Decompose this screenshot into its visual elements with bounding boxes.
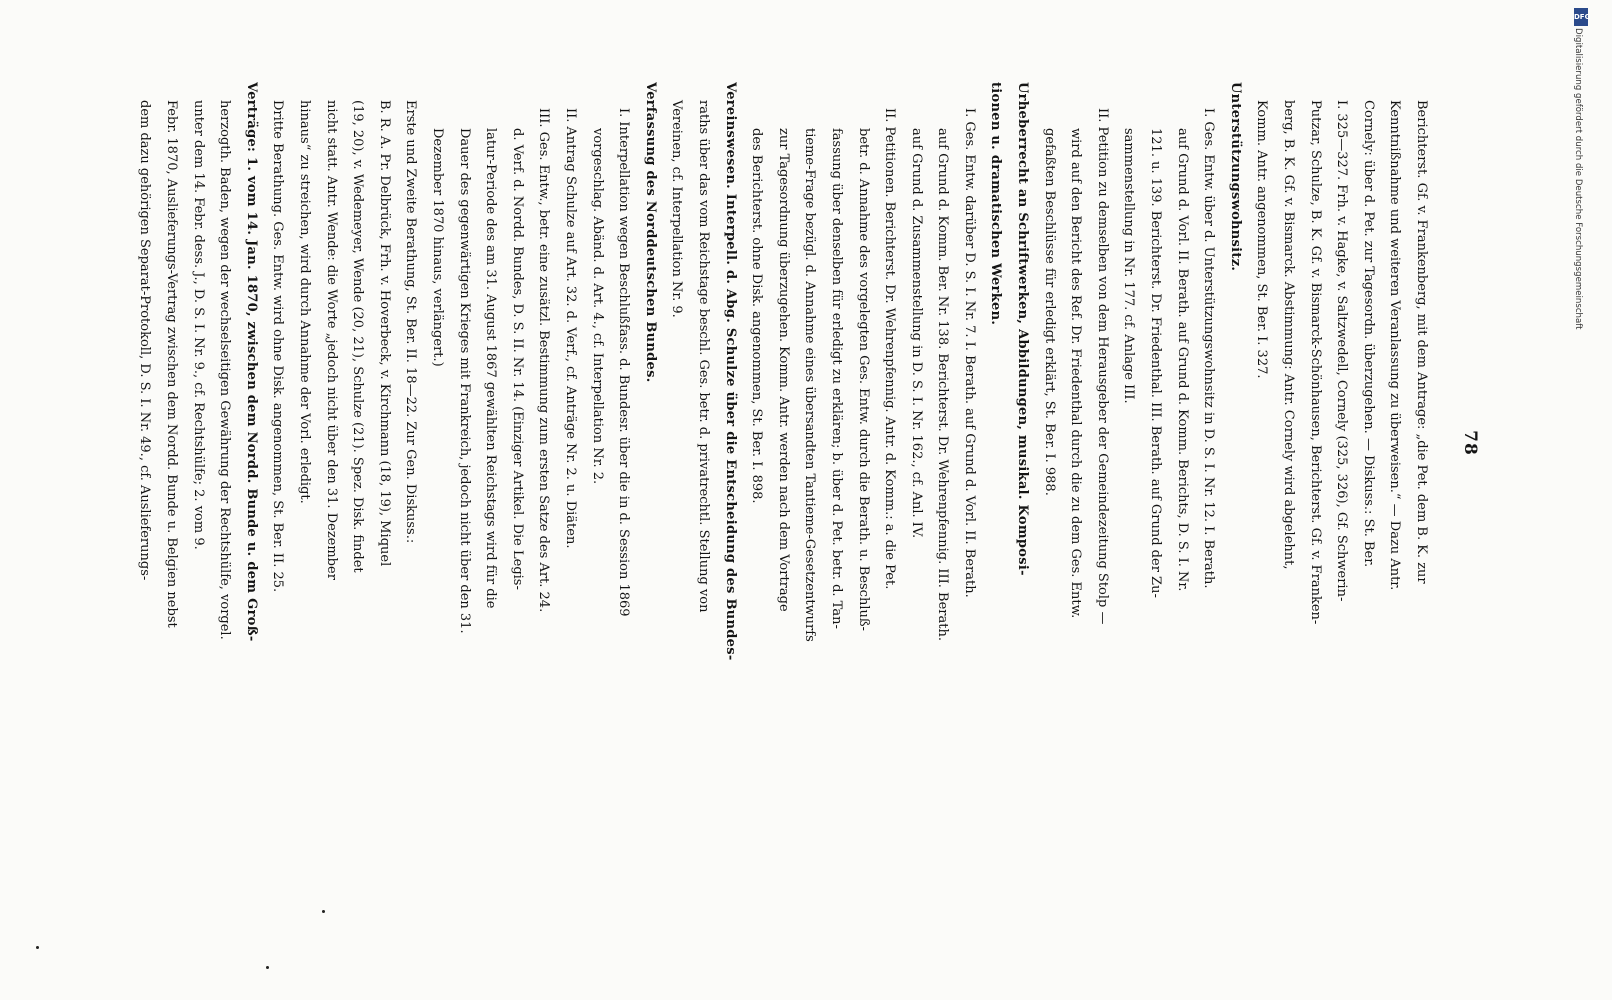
text-line: I. Ges. Entw. darüber D. S. I. Nr. 7. I. Berath. auf Grund d. Vorl. II. Berath. — [961, 108, 977, 598]
text-line: auf Grund d. Komm. Ber. Nr. 138. Berichterst. Dr. Wehrenpfennig. III. Berath. — [935, 128, 951, 641]
text-line: Cornely: über d. Pet. zur Tagesordn. überzugehen. — Diskuss.: St. Ber. — [1360, 100, 1376, 568]
text-line: II. Antrag Schulze auf Art. 32. d. Verf., cf. Anträge Nr. 2. u. Diäten. — [563, 108, 578, 549]
text-line: I. Interpellation wegen Beschlußfass. d. Bundesr. über die in d. Session 1869 — [616, 108, 632, 617]
text-line: I. 325—327. Frh. v. Hagke, v. Saltzwedell, Cornely (325, 326), Gf. Schwerin- — [1334, 100, 1350, 602]
scan-speck — [266, 966, 269, 969]
text-line: auf Grund d. Zusammenstellung in D. S. I. Nr. 162., cf. Anl. IV. — [908, 128, 924, 539]
dfg-logo: DFG — [1574, 8, 1588, 26]
text-line: tieme-Frage bezügl. d. Annahme eines übersandten Tantieme-Gesetzentwurfs — [802, 128, 818, 642]
section-heading-line: Urheberrecht an Schriftwerken, Abbildungen, musikal. Komposi- — [1015, 82, 1031, 576]
text-line: Dauer des gegenwärtigen Krieges mit Frankreich, jedoch nicht über den 31. — [456, 128, 472, 634]
text-line: fassung über denselben für erledigt zu erklären; b. über d. Pet. betr. d. Tan- — [828, 128, 844, 629]
text-line: 121. u. 139. Berichterst. Dr. Friedenthal. III. Berath. auf Grund der Zu- — [1148, 128, 1164, 598]
text-line: auf Grund d. Vorl. II. Berath. auf Grund d. Komm. Berichts, D. S. I. Nr. — [1174, 128, 1190, 592]
text-line: Berichterst. Gf. v. Frankenberg, mit dem Antrage: „die Pet. dem B. K. zur — [1414, 100, 1429, 584]
text-line: des Berichterst. ohne Disk. angenommen, St. Ber. I. 898. — [749, 128, 765, 504]
section-heading-line: Unterstützungswohnsitz. — [1227, 82, 1243, 272]
text-line: d. Verf. d. Nordd. Bundes, D. S. II. Nr. 14. (Einziger Artikel. Die Legis- — [509, 128, 525, 590]
rotated-page — [137, 82, 1480, 1000]
text-line: hinaus“ zu streichen, wird durch Annahme der Vorl. erledigt. — [297, 100, 313, 504]
text-line: nicht statt. Antr. Wende: die Worte „jedoch nicht über den 31. Dezember — [323, 100, 339, 580]
text-line: I. Ges. Entw. über d. Unterstützungswohnsitz in D. S. I. Nr. 12. I. Berath. — [1201, 108, 1217, 589]
text-line: sammenstellung in Nr. 177. cf. Anlage III. — [1121, 128, 1137, 404]
text-line: latur-Periode des am 31. August 1867 gewählten Reichstags wird für die — [483, 128, 499, 609]
text-line: Dezember 1870 hinaus, verlängert.) — [430, 128, 446, 367]
text-line: unter dem 14. Febr. dess. J., D. S. I. Nr. 9., cf. Rechtshülfe; 2. vom 9. — [190, 100, 206, 550]
text-line: berg, B. K. Gf. v. Bismarck. Abstimmung: Antr. Cornely wird abgelehnt, — [1281, 100, 1297, 570]
text-line: II. Petitionen. Berichterst. Dr. Wehrenpfennig. Antr. d. Komm.: a. die Pet. — [882, 108, 898, 590]
text-line: Erste und Zweite Berathung, St. Ber. II. 18—22. Zur Gen. Diskuss.: — [403, 100, 419, 544]
text-line: vorgeschlag. Abänd. d. Art. 4., cf. Interpellation Nr. 2. — [589, 128, 605, 485]
text-line: (19, 20), v. Wedemeyer, Wende (20, 21), Schulze (21). Spez. Disk. findet — [350, 100, 366, 573]
text-line: Dritte Berathung. Ges. Entw. wird ohne Disk. angenommen, St. Ber. II. 25. — [270, 100, 286, 593]
text-line: betr. d. Annahme des vorgelegten Ges. Entw. durch die Berath. u. Beschluß- — [855, 128, 871, 631]
page-number: 78 — [1460, 430, 1480, 456]
section-heading-line: tionen u. dramatischen Werken. — [988, 82, 1004, 326]
text-line: wird auf den Bericht des Ref. Dr. Friedenthal durch die zu dem Ges. Entw. — [1068, 128, 1084, 619]
text-line: Vereinen, cf. Interpellation Nr. 9. — [669, 100, 685, 318]
section-heading-line: Verträge: 1. vom 14. Jan. 1870, zwischen dem Nordd. Bunde u. dem Groß- — [243, 82, 259, 642]
text-line: Putzar, Schulze, B. K. Gf. v. Bismarck-Schönhausen, Berichterst. Gf. v. Franken- — [1307, 100, 1323, 625]
text-line: B. R. A. Pr. Delbrück, Frh. v. Hoverbeck, v. Kirchmann (18, 19), Miquel — [376, 100, 392, 567]
text-line: III. Ges. Entw., betr. eine zusätzl. Bestimmung zum ersten Satze des Art. 24. — [536, 108, 552, 613]
text-line: raths über das vom Reichstage beschl. Ges. betr. d. privatrechtl. Stellung von — [695, 100, 711, 613]
text-line: dem dazu gehörigen Separat-Protokoll, D. S. I. Nr. 49., cf. Auslieferungs- — [137, 100, 153, 581]
text-line: Komm. Antr. angenommen, St. Ber. I. 327. — [1254, 100, 1270, 379]
text-line: Febr. 1870, Auslieferungs-Vertrag zwischen dem Nordd. Bunde u. Belgien nebst — [164, 100, 180, 628]
text-line: zur Tagesordnung überzugehen. Komm. Antr. werden nach dem Vortrage — [775, 128, 791, 612]
section-heading-line: Vereinswesen. Interpell. d. Abg. Schulze über die Entscheidung des Bundes- — [722, 82, 738, 661]
scan-speck — [322, 910, 325, 913]
digitization-watermark: Digitalisierung gefördert durch die Deutsche Forschungsgemeinschaft — [1573, 28, 1583, 330]
text-line: Kenntnißnahme und weiteren Veranlassung zu überweisen.“ — Dazu Antr. — [1387, 100, 1403, 591]
text-line: gefaßten Beschlüsse für erledigt erklärt, St. Ber. I. 988. — [1041, 128, 1057, 496]
section-heading-line: Verfassung des Norddeutschen Bundes. — [642, 82, 658, 383]
text-block — [131, 82, 1434, 804]
text-line: II. Petition zu demselben von dem Herausgeber der Gemeindezeitung Stolp — — [1094, 108, 1110, 625]
text-line: herzogth. Baden, wegen der wechselseitigen Gewährung der Rechtshülfe, vorgel. — [217, 100, 233, 640]
scan-speck — [36, 946, 39, 949]
